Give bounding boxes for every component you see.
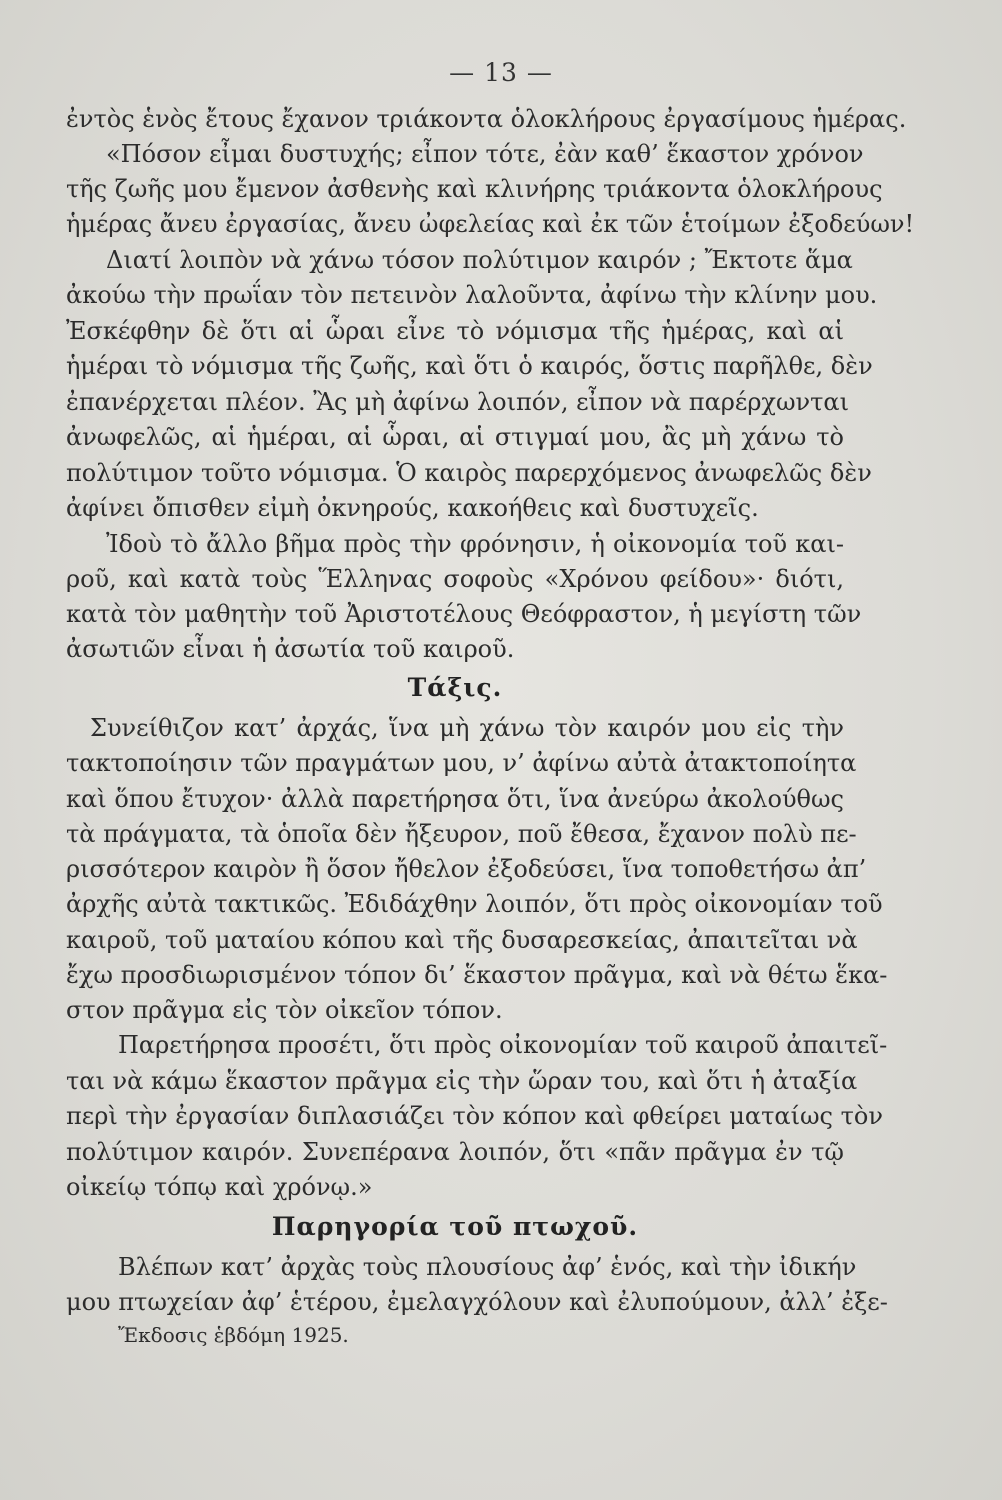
- section-heading-parigoria: Παρηγορία τοῦ πτωχοῦ.: [271, 1212, 639, 1241]
- section-heading-taxis: Τάξις.: [407, 673, 503, 702]
- edition-note: Ἔκδοσις ἑβδόμη 1925.: [118, 1323, 349, 1347]
- text-line: ἀνωφελῶς, αἱ ἡμέραι, αἱ ὧραι, αἱ στιγμαί μου, ἂς μὴ χάνω τὸ: [66, 423, 844, 451]
- text-line: ἔχω προσδιωρισμένον τόπον δι’ ἕκαστον πρᾶγμα, καὶ νὰ θέτω ἕκα-: [66, 961, 888, 989]
- text-line: οἰκείῳ τόπῳ καὶ χρόνῳ.»: [66, 1173, 373, 1201]
- text-line: Συνείθιζον κατ’ ἀρχάς, ἵνα μὴ χάνω τὸν καιρόν μου εἰς τὴν: [90, 714, 844, 742]
- text-line: πολύτιμον τοῦτο νόμισμα. Ὁ καιρὸς παρερχόμενος ἀνωφελῶς δὲν: [66, 459, 872, 487]
- text-line: πολύτιμον καιρόν. Συνεπέρανα λοιπόν, ὅτι «πᾶν πρᾶγμα ἐν τῷ: [66, 1138, 844, 1166]
- text-line: ἀρχῆς αὐτὰ τακτικῶς. Ἐδιδάχθην λοιπόν, ὅτι πρὸς οἰκονομίαν τοῦ: [66, 890, 883, 918]
- text-line: «Πόσον εἶμαι δυστυχής; εἶπον τότε, ἐὰν καθ’ ἕκαστον χρόνον: [106, 140, 864, 168]
- text-line: τῆς ζωῆς μου ἔμενον ἀσθενὴς καὶ κλινήρης τριάκοντα ὁλοκλήρους: [66, 175, 883, 203]
- text-line: καὶ ὅπου ἔτυχον· ἀλλὰ παρετήρησα ὅτι, ἵνα ἀνεύρω ἀκολούθως: [66, 785, 844, 813]
- text-line: ἡμέρας ἄνευ ἐργασίας, ἄνευ ὠφελείας καὶ ἐκ τῶν ἑτοίμων ἐξοδεύων!: [66, 210, 915, 238]
- text-line: κατὰ τὸν μαθητὴν τοῦ Ἀριστοτέλους Θεόφραστον, ἡ μεγίστη τῶν: [66, 600, 862, 628]
- text-line: ται νὰ κάμω ἕκαστον πρᾶγμα εἰς τὴν ὥραν του, καὶ ὅτι ἡ ἀταξία: [66, 1067, 858, 1095]
- text-line: ρισσότερον καιρὸν ἢ ὅσον ἤθελον ἐξοδεύσει, ἵνα τοποθετήσω ἀπ’: [66, 855, 867, 883]
- page-number: — 13 —: [449, 58, 553, 87]
- text-line: μου πτωχείαν ἀφ’ ἑτέρου, ἐμελαγχόλουν καὶ ἐλυπούμουν, ἀλλ’ ἐξε-: [66, 1288, 888, 1316]
- text-line: στον πρᾶγμα εἰς τὸν οἰκεῖον τόπον.: [66, 996, 503, 1024]
- text-line: Παρετήρησα προσέτι, ὅτι πρὸς οἰκονομίαν τοῦ καιροῦ ἀπαιτεῖ-: [118, 1031, 888, 1059]
- text-line: ροῦ, καὶ κατὰ τοὺς Ἕλληνας σοφοὺς «Χρόνου φείδου»· διότι,: [66, 565, 844, 593]
- text-line: ἀκούω τὴν πρωΐαν τὸν πετεινὸν λαλοῦντα, ἀφίνω τὴν κλίνην μου.: [66, 281, 878, 309]
- text-line: τακτοποίησιν τῶν πραγμάτων μου, ν’ ἀφίνω αὐτὰ ἀτακτοποίητα: [66, 749, 857, 777]
- text-line: ἀσωτιῶν εἶναι ἡ ἀσωτία τοῦ καιροῦ.: [66, 635, 515, 663]
- text-line: ἀφίνει ὄπισθεν εἰμὴ ὀκνηρούς, κακοήθεις καὶ δυστυχεῖς.: [66, 494, 759, 522]
- text-line: Ἐσκέφθην δὲ ὅτι αἱ ὧραι εἶνε τὸ νόμισμα τῆς ἡμέρας, καὶ αἱ: [66, 317, 844, 345]
- text-line: τὰ πράγματα, τὰ ὁποῖα δὲν ἤξευρον, ποῦ ἔθεσα, ἔχανον πολὺ πε-: [66, 820, 857, 848]
- text-line: ἐντὸς ἑνὸς ἔτους ἔχανον τριάκοντα ὁλοκλήρους ἐργασίμους ἡμέρας.: [66, 105, 907, 133]
- text-line: καιροῦ, τοῦ ματαίου κόπου καὶ τῆς δυσαρεσκείας, ἀπαιτεῖται νὰ: [66, 926, 858, 954]
- text-line: περὶ τὴν ἐργασίαν διπλασιάζει τὸν κόπον καὶ φθείρει ματαίως τὸν: [66, 1102, 883, 1130]
- text-line: ἡμέραι τὸ νόμισμα τῆς ζωῆς, καὶ ὅτι ὁ καιρός, ὅστις παρῆλθε, δὲν: [66, 352, 873, 380]
- text-line: Ἰδοὺ τὸ ἄλλο βῆμα πρὸς τὴν φρόνησιν, ἡ οἰκονομία τοῦ και-: [106, 530, 844, 558]
- text-line: Βλέπων κατ’ ἀρχὰς τοὺς πλουσίους ἀφ’ ἑνός, καὶ τὴν ἰδικήν: [118, 1253, 857, 1281]
- text-line: Διατί λοιπὸν νὰ χάνω τόσον πολύτιμον καιρόν ; Ἔκτοτε ἅμα: [106, 246, 853, 274]
- text-line: ἐπανέρχεται πλέον. Ἂς μὴ ἀφίνω λοιπόν, εἶπον νὰ παρέρχωνται: [66, 388, 850, 416]
